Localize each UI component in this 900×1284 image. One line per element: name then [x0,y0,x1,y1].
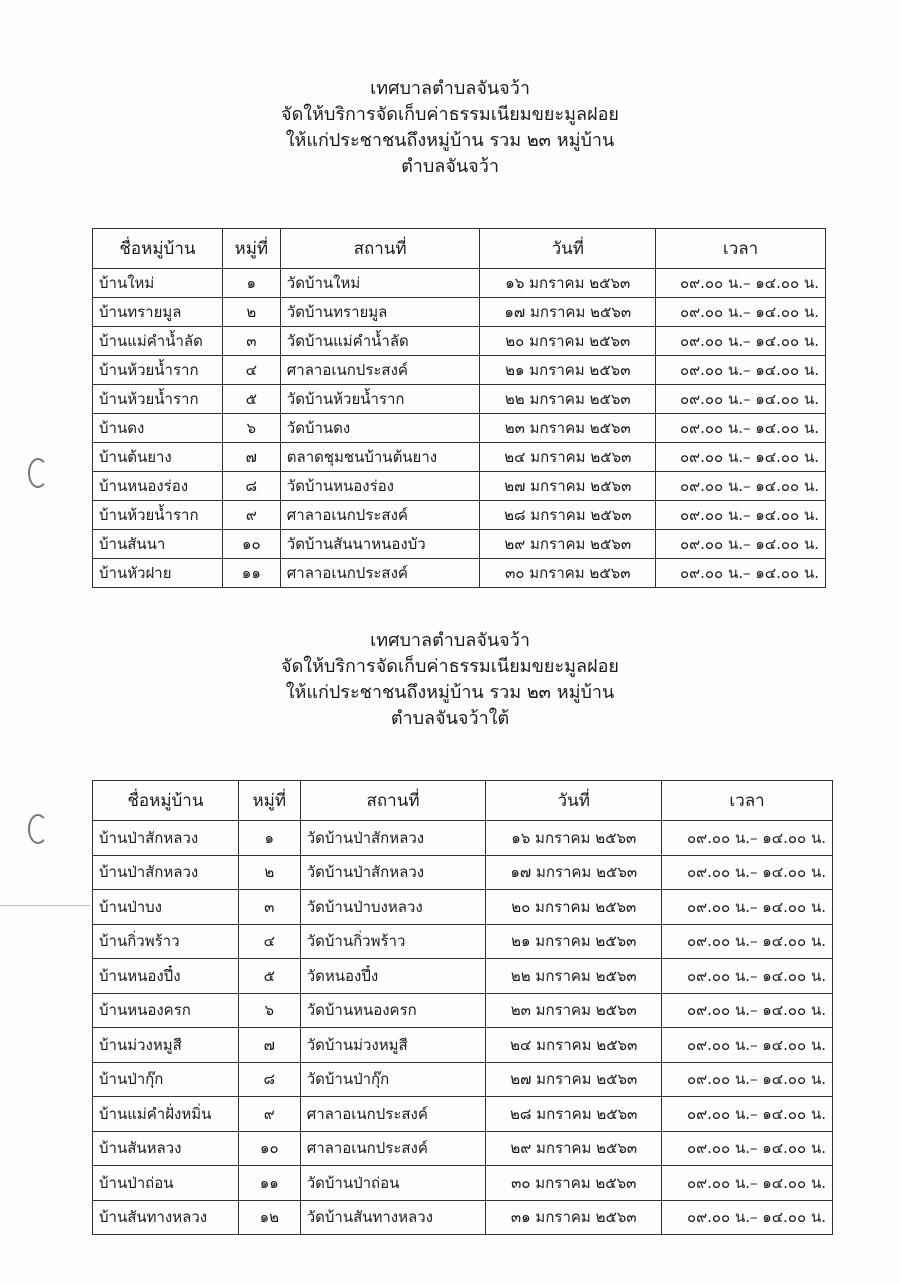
schedule-table-1 [92,228,826,588]
village-number-cell: ๔ [238,924,300,959]
location-cell: วัดบ้านดง [280,414,480,443]
table-row [93,855,833,890]
table-row [93,1166,833,1201]
date-cell: ๒๑ มกราคม ๒๕๖๓ [486,924,662,959]
date-cell: ๒๑ มกราคม ๒๕๖๓ [480,356,656,385]
village-name-cell: บ้านป่าถ่อน [93,1166,239,1201]
village-number-cell: ๑ [222,269,280,298]
village-number-cell: ๑๒ [238,1200,300,1235]
table-header-row [93,781,833,821]
date-cell: ๒๙ มกราคม ๒๕๖๓ [480,530,656,559]
location-cell: ศาลาอเนกประสงค์ [280,356,480,385]
time-cell: ๐๙.๐๐ น.– ๑๔.๐๐ น. [662,959,833,994]
section1-heading [0,76,900,180]
time-cell: ๐๙.๐๐ น.– ๑๔.๐๐ น. [662,1166,833,1201]
table-row [93,1097,833,1132]
village-number-cell: ๖ [222,414,280,443]
heading-line: จัดให้บริการจัดเก็บค่าธรรมเนียมขยะมูลฝอย [281,656,619,677]
location-cell: วัดบ้านป่ากุ๊ก [300,1062,486,1097]
column-header: สถานที่ [300,781,486,821]
village-name-cell: บ้านป่าสักหลวง [93,821,239,856]
date-cell: ๒๘ มกราคม ๒๕๖๓ [480,501,656,530]
village-number-cell: ๓ [222,327,280,356]
table-row [93,269,826,298]
date-cell: ๒๒ มกราคม ๒๕๖๓ [486,959,662,994]
table-row [93,1062,833,1097]
location-cell: ศาลาอเนกประสงค์ [280,501,480,530]
village-number-cell: ๒ [222,298,280,327]
time-cell: ๐๙.๐๐ น.– ๑๔.๐๐ น. [656,385,826,414]
table-row [93,327,826,356]
time-cell: ๐๙.๐๐ น.– ๑๔.๐๐ น. [662,924,833,959]
date-cell: ๑๖ มกราคม ๒๕๖๓ [480,269,656,298]
date-cell: ๒๔ มกราคม ๒๕๖๓ [486,1028,662,1063]
heading-line: ให้แก่ประชาชนถึงหมู่บ้าน รวม ๒๓ หมู่บ้าน [285,682,615,703]
table-row [93,443,826,472]
village-number-cell: ๗ [238,1028,300,1063]
date-cell: ๒๐ มกราคม ๒๕๖๓ [480,327,656,356]
village-number-cell: ๓ [238,890,300,925]
column-header: เวลา [662,781,833,821]
location-cell: วัดบ้านแม่คำน้ำลัด [280,327,480,356]
location-cell: วัดบ้านป่าถ่อน [300,1166,486,1201]
village-number-cell: ๕ [222,385,280,414]
table-row [93,959,833,994]
location-cell: ศาลาอเนกประสงค์ [300,1097,486,1132]
time-cell: ๐๙.๐๐ น.– ๑๔.๐๐ น. [656,443,826,472]
village-name-cell: บ้านสันหลวง [93,1131,239,1166]
village-name-cell: บ้านหนองครก [93,993,239,1028]
village-number-cell: ๙ [222,501,280,530]
date-cell: ๒๙ มกราคม ๒๕๖๓ [486,1131,662,1166]
table-row [93,559,826,588]
village-name-cell: บ้านป่าบง [93,890,239,925]
location-cell: วัดบ้านป่าบงหลวง [300,890,486,925]
village-name-cell: บ้านป่าสักหลวง [93,855,239,890]
time-cell: ๐๙.๐๐ น.– ๑๔.๐๐ น. [662,855,833,890]
table-row [93,1200,833,1235]
village-number-cell: ๔ [222,356,280,385]
village-number-cell: ๑๐ [238,1131,300,1166]
scan-mark [0,905,90,906]
date-cell: ๒๓ มกราคม ๒๕๖๓ [486,993,662,1028]
village-name-cell: บ้านห้วยน้ำราก [93,501,223,530]
date-cell: ๒๘ มกราคม ๒๕๖๓ [486,1097,662,1132]
date-cell: ๒๒ มกราคม ๒๕๖๓ [480,385,656,414]
location-cell: ศาลาอเนกประสงค์ [300,1131,486,1166]
punch-hole-bottom [28,814,48,844]
date-cell: ๑๗ มกราคม ๒๕๖๓ [480,298,656,327]
schedule-table-2 [92,780,833,1235]
village-name-cell: บ้านห้วยน้ำราก [93,385,223,414]
column-header: วันที่ [486,781,662,821]
location-cell: วัดบ้านทรายมูล [280,298,480,327]
column-header: เวลา [656,229,826,269]
location-cell: วัดบ้านป่าสักหลวง [300,855,486,890]
village-number-cell: ๘ [238,1062,300,1097]
time-cell: ๐๙.๐๐ น.– ๑๔.๐๐ น. [662,1097,833,1132]
village-number-cell: ๑๑ [238,1166,300,1201]
location-cell: วัดบ้านหนองครก [300,993,486,1028]
heading-line: เทศบาลตำบลจันจว้า [370,78,530,99]
table-body-2 [93,821,833,1235]
column-header: สถานที่ [280,229,480,269]
heading-line: เทศบาลตำบลจันจว้า [370,630,530,651]
village-name-cell: บ้านแม่คำน้ำลัด [93,327,223,356]
village-number-cell: ๒ [238,855,300,890]
village-number-cell: ๑๑ [222,559,280,588]
village-number-cell: ๑๐ [222,530,280,559]
time-cell: ๐๙.๐๐ น.– ๑๔.๐๐ น. [662,1131,833,1166]
time-cell: ๐๙.๐๐ น.– ๑๔.๐๐ น. [662,1200,833,1235]
time-cell: ๐๙.๐๐ น.– ๑๔.๐๐ น. [656,356,826,385]
date-cell: ๑๗ มกราคม ๒๕๖๓ [486,855,662,890]
village-name-cell: บ้านดง [93,414,223,443]
village-name-cell: บ้านสันทางหลวง [93,1200,239,1235]
time-cell: ๐๙.๐๐ น.– ๑๔.๐๐ น. [656,298,826,327]
time-cell: ๐๙.๐๐ น.– ๑๔.๐๐ น. [662,890,833,925]
heading-line: ตำบลจันจว้าใต้ [390,708,510,729]
village-number-cell: ๑ [238,821,300,856]
table-row [93,385,826,414]
time-cell: ๐๙.๐๐ น.– ๑๔.๐๐ น. [656,327,826,356]
village-name-cell: บ้านหนองปึ๋ง [93,959,239,994]
location-cell: วัดบ้านกิ่วพร้าว [300,924,486,959]
column-header: หมู่ที่ [222,229,280,269]
date-cell: ๒๔ มกราคม ๒๕๖๓ [480,443,656,472]
time-cell: ๐๙.๐๐ น.– ๑๔.๐๐ น. [656,472,826,501]
location-cell: วัดบ้านหนองร่อง [280,472,480,501]
village-name-cell: บ้านต้นยาง [93,443,223,472]
time-cell: ๐๙.๐๐ น.– ๑๔.๐๐ น. [662,1062,833,1097]
table-row [93,298,826,327]
village-number-cell: ๕ [238,959,300,994]
village-number-cell: ๗ [222,443,280,472]
location-cell: วัดหนองปึ๋ง [300,959,486,994]
village-name-cell: บ้านห้วยน้ำราก [93,356,223,385]
table-row [93,501,826,530]
date-cell: ๓๐ มกราคม ๒๕๖๓ [480,559,656,588]
table-body-1 [93,269,826,588]
time-cell: ๐๙.๐๐ น.– ๑๔.๐๐ น. [662,821,833,856]
village-name-cell: บ้านสันนา [93,530,223,559]
village-name-cell: บ้านแม่คำฝั่งหมิ่น [93,1097,239,1132]
location-cell: ตลาดชุมชนบ้านต้นยาง [280,443,480,472]
table-row [93,472,826,501]
column-header: ชื่อหมู่บ้าน [93,229,223,269]
location-cell: วัดบ้านม่วงหมูสี [300,1028,486,1063]
table-row [93,356,826,385]
date-cell: ๒๐ มกราคม ๒๕๖๓ [486,890,662,925]
date-cell: ๑๖ มกราคม ๒๕๖๓ [486,821,662,856]
village-number-cell: ๙ [238,1097,300,1132]
village-name-cell: บ้านทรายมูล [93,298,223,327]
location-cell: วัดบ้านห้วยน้ำราก [280,385,480,414]
section2-heading [0,628,900,732]
date-cell: ๒๗ มกราคม ๒๕๖๓ [486,1062,662,1097]
village-name-cell: บ้านม่วงหมูสี [93,1028,239,1063]
time-cell: ๐๙.๐๐ น.– ๑๔.๐๐ น. [656,559,826,588]
date-cell: ๓๑ มกราคม ๒๕๖๓ [486,1200,662,1235]
location-cell: ศาลาอเนกประสงค์ [280,559,480,588]
table-row [93,414,826,443]
village-name-cell: บ้านป่ากุ๊ก [93,1062,239,1097]
village-number-cell: ๘ [222,472,280,501]
time-cell: ๐๙.๐๐ น.– ๑๔.๐๐ น. [656,414,826,443]
table-row [93,890,833,925]
column-header: วันที่ [480,229,656,269]
village-name-cell: บ้านหนองร่อง [93,472,223,501]
time-cell: ๐๙.๐๐ น.– ๑๔.๐๐ น. [656,530,826,559]
heading-line: ให้แก่ประชาชนถึงหมู่บ้าน รวม ๒๓ หมู่บ้าน [285,130,615,151]
column-header: ชื่อหมู่บ้าน [93,781,239,821]
village-number-cell: ๖ [238,993,300,1028]
village-name-cell: บ้านหัวฝาย [93,559,223,588]
table-row [93,530,826,559]
location-cell: วัดบ้านใหม่ [280,269,480,298]
date-cell: ๓๐ มกราคม ๒๕๖๓ [486,1166,662,1201]
location-cell: วัดบ้านป่าสักหลวง [300,821,486,856]
table-row [93,1131,833,1166]
location-cell: วัดบ้านสันทางหลวง [300,1200,486,1235]
location-cell: วัดบ้านสันนาหนองบัว [280,530,480,559]
time-cell: ๐๙.๐๐ น.– ๑๔.๐๐ น. [656,269,826,298]
table-row [93,924,833,959]
heading-line: จัดให้บริการจัดเก็บค่าธรรมเนียมขยะมูลฝอย [281,104,619,125]
date-cell: ๒๗ มกราคม ๒๕๖๓ [480,472,656,501]
village-name-cell: บ้านกิ่วพร้าว [93,924,239,959]
time-cell: ๐๙.๐๐ น.– ๑๔.๐๐ น. [662,993,833,1028]
table-row [93,993,833,1028]
punch-hole-top [28,458,48,488]
time-cell: ๐๙.๐๐ น.– ๑๔.๐๐ น. [656,501,826,530]
date-cell: ๒๓ มกราคม ๒๕๖๓ [480,414,656,443]
table-header-row [93,229,826,269]
table-row [93,1028,833,1063]
time-cell: ๐๙.๐๐ น.– ๑๔.๐๐ น. [662,1028,833,1063]
village-name-cell: บ้านใหม่ [93,269,223,298]
table-row [93,821,833,856]
heading-line: ตำบลจันจว้า [401,156,499,177]
column-header: หมู่ที่ [238,781,300,821]
